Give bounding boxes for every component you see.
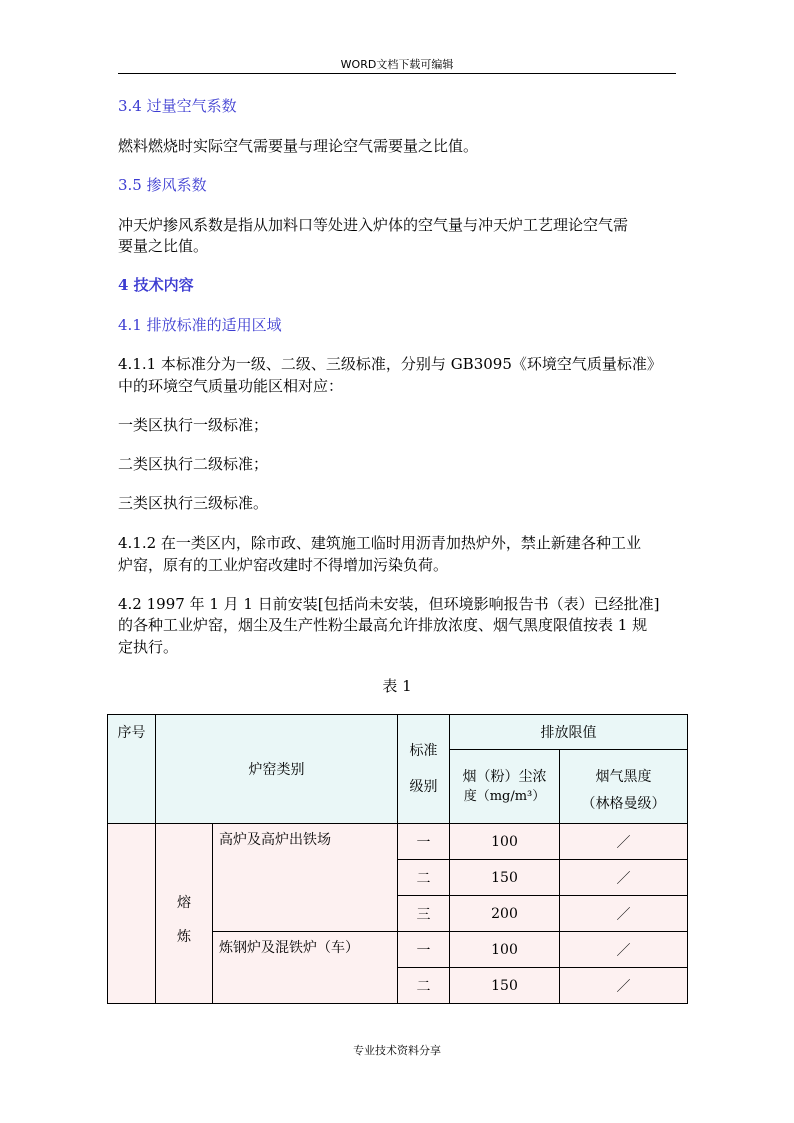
section-4-2-line3: 定执行。 bbox=[118, 638, 179, 656]
section-4-1-2-line1: 4.1.2 在一类区内，除市政、建筑施工临时用沥青加热炉外，禁止新建各种工业 bbox=[118, 534, 641, 552]
level-cell: 二 bbox=[398, 860, 450, 896]
emission-limits-table bbox=[107, 714, 688, 1004]
header-level-line2: 级别 bbox=[409, 779, 438, 795]
dust-cell: 150 bbox=[450, 968, 560, 1004]
header-standard-level bbox=[398, 715, 450, 824]
table-caption: 表 1 bbox=[382, 677, 412, 695]
page-footer: 专业技术资料分享 bbox=[353, 1044, 441, 1057]
section-3-5-heading: 3.5 掺风系数 bbox=[118, 176, 207, 194]
header-seq: 序号 bbox=[108, 715, 156, 824]
smoke-cell: ／ bbox=[560, 860, 688, 896]
smoke-cell: ／ bbox=[560, 932, 688, 968]
category-line2: 炼 bbox=[177, 928, 191, 945]
dust-cell: 150 bbox=[450, 860, 560, 896]
section-4-1-heading: 4.1 排放标准的适用区域 bbox=[118, 316, 282, 334]
header-smoke-line1: 烟气黑度 bbox=[595, 768, 652, 785]
zone-1-text: 一类区执行一级标准； bbox=[118, 416, 269, 434]
section-3-5-body-line2: 要量之比值。 bbox=[118, 237, 209, 255]
header-emission-limits: 排放限值 bbox=[450, 715, 688, 750]
level-cell: 三 bbox=[398, 896, 450, 932]
header-rule bbox=[118, 73, 676, 74]
header-furnace-type: 炉窑类别 bbox=[156, 715, 398, 824]
smoke-cell: ／ bbox=[560, 968, 688, 1004]
section-4-1-2-line2: 炉窑，原有的工业炉窑改建时不得增加污染负荷。 bbox=[118, 556, 449, 574]
level-cell: 一 bbox=[398, 824, 450, 860]
furnace-steelmaking: 炼钢炉及混铁炉（车） bbox=[213, 932, 398, 1004]
header-dust-concentration bbox=[450, 750, 560, 824]
category-smelting bbox=[156, 824, 213, 1004]
page-header: WORD文档下载可编辑 bbox=[340, 58, 454, 71]
header-smoke-blackness bbox=[560, 750, 688, 824]
smoke-cell: ／ bbox=[560, 896, 688, 932]
header-level-line1: 标准 bbox=[409, 743, 438, 759]
section-3-4-body: 燃料燃烧时实际空气需要量与理论空气需要量之比值。 bbox=[118, 137, 479, 155]
header-dust-line1: 烟（粉）尘浓 bbox=[462, 768, 547, 785]
section-4-2-line1: 4.2 1997 年 1 月 1 日前安装[包括尚未安装，但环境影响报告书（表）已经批准] bbox=[118, 595, 660, 613]
zone-2-text: 二类区执行二级标准； bbox=[118, 455, 269, 473]
section-3-5-body-line1: 冲天炉掺风系数是指从加料口等处进入炉体的空气量与冲天炉工艺理论空气需 bbox=[118, 216, 629, 234]
row-seq-cell bbox=[108, 824, 156, 1004]
section-4-1-1-line1: 4.1.1 本标准分为一级、二级、三级标准，分别与 GB3095《环境空气质量标准》 bbox=[118, 355, 662, 373]
furnace-blast: 高炉及高炉出铁场 bbox=[213, 824, 398, 932]
dust-cell: 100 bbox=[450, 932, 560, 968]
level-cell: 一 bbox=[398, 932, 450, 968]
section-4-heading: 4 技术内容 bbox=[118, 276, 194, 294]
section-4-2-line2: 的各种工业炉窑，烟尘及生产性粉尘最高允许排放浓度、烟气黑度限值按表 1 规 bbox=[118, 616, 648, 634]
zone-3-text: 三类区执行三级标准。 bbox=[118, 494, 269, 512]
smoke-cell: ／ bbox=[560, 824, 688, 860]
header-smoke-line2: （林格曼级） bbox=[581, 795, 666, 812]
category-line1: 熔 bbox=[177, 894, 191, 911]
header-dust-line2: 度（mg/m³） bbox=[463, 788, 546, 804]
dust-cell: 100 bbox=[450, 824, 560, 860]
level-cell: 二 bbox=[398, 968, 450, 1004]
section-3-4-heading: 3.4 过量空气系数 bbox=[118, 97, 237, 115]
dust-cell: 200 bbox=[450, 896, 560, 932]
section-4-1-1-line2: 中的环境空气质量功能区相对应： bbox=[118, 377, 344, 395]
